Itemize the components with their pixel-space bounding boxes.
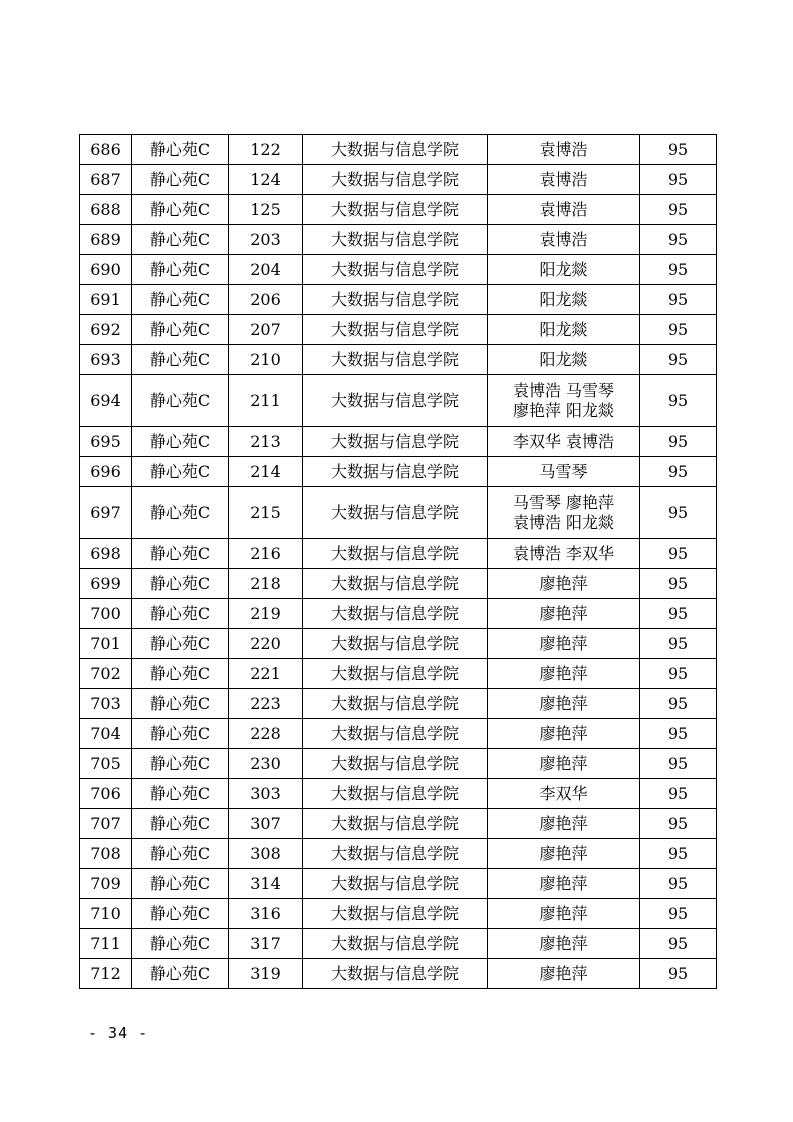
room-number-cell: 206 xyxy=(229,285,303,315)
row-number-cell: 710 xyxy=(80,899,132,929)
inspector-line: 廖艳萍 xyxy=(539,963,588,983)
room-number-cell: 124 xyxy=(229,165,303,195)
inspector-line: 廖艳萍 xyxy=(539,693,588,713)
college-cell: 大数据与信息学院 xyxy=(303,285,488,315)
score-cell: 95 xyxy=(640,315,717,345)
inspector-line: 阳龙燚 xyxy=(539,319,588,339)
room-number-cell: 204 xyxy=(229,255,303,285)
row-number-cell: 707 xyxy=(80,809,132,839)
row-number-cell: 688 xyxy=(80,195,132,225)
score-cell: 95 xyxy=(640,569,717,599)
inspector-cell xyxy=(488,255,640,285)
college-cell: 大数据与信息学院 xyxy=(303,165,488,195)
score-cell: 95 xyxy=(640,749,717,779)
college-cell: 大数据与信息学院 xyxy=(303,255,488,285)
room-number-cell: 319 xyxy=(229,959,303,989)
row-number-cell: 692 xyxy=(80,315,132,345)
building-cell: 静心苑C xyxy=(132,345,229,375)
room-number-cell: 218 xyxy=(229,569,303,599)
table-row xyxy=(80,255,717,285)
inspector-line: 廖艳萍 xyxy=(539,843,588,863)
inspector-cell xyxy=(488,539,640,569)
inspector-line: 廖艳萍 xyxy=(539,603,588,623)
inspector-line: 马雪琴 xyxy=(539,461,588,481)
room-number-cell: 307 xyxy=(229,809,303,839)
building-cell: 静心苑C xyxy=(132,225,229,255)
inspector-cell xyxy=(488,315,640,345)
score-cell: 95 xyxy=(640,719,717,749)
row-number-cell: 700 xyxy=(80,599,132,629)
room-number-cell: 211 xyxy=(229,375,303,427)
inspector-line: 袁博浩 xyxy=(539,169,588,189)
score-cell: 95 xyxy=(640,195,717,225)
row-number-cell: 687 xyxy=(80,165,132,195)
building-cell: 静心苑C xyxy=(132,899,229,929)
table-row xyxy=(80,285,717,315)
college-cell: 大数据与信息学院 xyxy=(303,457,488,487)
score-cell: 95 xyxy=(640,689,717,719)
table-row xyxy=(80,225,717,255)
building-cell: 静心苑C xyxy=(132,285,229,315)
table-row xyxy=(80,135,717,165)
college-cell: 大数据与信息学院 xyxy=(303,959,488,989)
room-number-cell: 213 xyxy=(229,427,303,457)
score-cell: 95 xyxy=(640,629,717,659)
row-number-cell: 690 xyxy=(80,255,132,285)
building-cell: 静心苑C xyxy=(132,929,229,959)
table-row xyxy=(80,839,717,869)
row-number-cell: 697 xyxy=(80,487,132,539)
score-cell: 95 xyxy=(640,457,717,487)
college-cell: 大数据与信息学院 xyxy=(303,749,488,779)
inspector-line: 李双华 xyxy=(539,783,588,803)
college-cell: 大数据与信息学院 xyxy=(303,225,488,255)
table-row xyxy=(80,195,717,225)
college-cell: 大数据与信息学院 xyxy=(303,345,488,375)
building-cell: 静心苑C xyxy=(132,659,229,689)
score-cell: 95 xyxy=(640,959,717,989)
table-row xyxy=(80,375,717,427)
table-body xyxy=(80,135,717,989)
row-number-cell: 702 xyxy=(80,659,132,689)
inspector-line: 袁博浩 马雪琴 xyxy=(512,380,615,400)
room-number-cell: 308 xyxy=(229,839,303,869)
row-number-cell: 709 xyxy=(80,869,132,899)
row-number-cell: 701 xyxy=(80,629,132,659)
score-cell: 95 xyxy=(640,165,717,195)
inspector-cell xyxy=(488,165,640,195)
inspector-cell xyxy=(488,629,640,659)
inspector-line: 廖艳萍 xyxy=(539,573,588,593)
row-number-cell: 712 xyxy=(80,959,132,989)
row-number-cell: 698 xyxy=(80,539,132,569)
building-cell: 静心苑C xyxy=(132,375,229,427)
room-number-cell: 214 xyxy=(229,457,303,487)
score-cell: 95 xyxy=(640,487,717,539)
building-cell: 静心苑C xyxy=(132,629,229,659)
building-cell: 静心苑C xyxy=(132,869,229,899)
room-number-cell: 207 xyxy=(229,315,303,345)
dormitory-score-table xyxy=(79,134,717,989)
building-cell: 静心苑C xyxy=(132,749,229,779)
building-cell: 静心苑C xyxy=(132,457,229,487)
inspector-cell xyxy=(488,569,640,599)
room-number-cell: 317 xyxy=(229,929,303,959)
score-cell: 95 xyxy=(640,839,717,869)
table-row xyxy=(80,659,717,689)
room-number-cell: 220 xyxy=(229,629,303,659)
score-cell: 95 xyxy=(640,345,717,375)
college-cell: 大数据与信息学院 xyxy=(303,689,488,719)
building-cell: 静心苑C xyxy=(132,315,229,345)
building-cell: 静心苑C xyxy=(132,599,229,629)
inspector-line: 袁博浩 xyxy=(539,199,588,219)
score-cell: 95 xyxy=(640,255,717,285)
room-number-cell: 219 xyxy=(229,599,303,629)
score-cell: 95 xyxy=(640,599,717,629)
building-cell: 静心苑C xyxy=(132,195,229,225)
inspector-cell xyxy=(488,809,640,839)
inspector-line: 阳龙燚 xyxy=(539,259,588,279)
inspector-line: 袁博浩 李双华 xyxy=(512,543,615,563)
inspector-line: 廖艳萍 xyxy=(539,633,588,653)
table-row xyxy=(80,315,717,345)
inspector-cell xyxy=(488,195,640,225)
inspector-line: 袁博浩 阳龙燚 xyxy=(512,512,615,532)
inspector-line: 廖艳萍 xyxy=(539,813,588,833)
inspector-line: 袁博浩 xyxy=(539,229,588,249)
college-cell: 大数据与信息学院 xyxy=(303,839,488,869)
room-number-cell: 125 xyxy=(229,195,303,225)
college-cell: 大数据与信息学院 xyxy=(303,135,488,165)
inspector-line: 廖艳萍 xyxy=(539,903,588,923)
college-cell: 大数据与信息学院 xyxy=(303,569,488,599)
page-number: - 34 - xyxy=(88,1024,149,1042)
row-number-cell: 689 xyxy=(80,225,132,255)
inspector-cell xyxy=(488,719,640,749)
inspector-cell xyxy=(488,599,640,629)
row-number-cell: 705 xyxy=(80,749,132,779)
inspector-line: 廖艳萍 阳龙燚 xyxy=(512,400,615,420)
score-cell: 95 xyxy=(640,375,717,427)
college-cell: 大数据与信息学院 xyxy=(303,899,488,929)
score-cell: 95 xyxy=(640,869,717,899)
table-row xyxy=(80,629,717,659)
college-cell: 大数据与信息学院 xyxy=(303,629,488,659)
room-number-cell: 215 xyxy=(229,487,303,539)
score-cell: 95 xyxy=(640,809,717,839)
inspector-line: 廖艳萍 xyxy=(539,723,588,743)
score-cell: 95 xyxy=(640,135,717,165)
college-cell: 大数据与信息学院 xyxy=(303,659,488,689)
row-number-cell: 708 xyxy=(80,839,132,869)
inspector-cell xyxy=(488,225,640,255)
score-cell: 95 xyxy=(640,659,717,689)
college-cell: 大数据与信息学院 xyxy=(303,375,488,427)
inspector-cell xyxy=(488,929,640,959)
building-cell: 静心苑C xyxy=(132,689,229,719)
row-number-cell: 699 xyxy=(80,569,132,599)
row-number-cell: 693 xyxy=(80,345,132,375)
inspector-cell xyxy=(488,839,640,869)
inspector-line: 廖艳萍 xyxy=(539,753,588,773)
college-cell: 大数据与信息学院 xyxy=(303,929,488,959)
score-cell: 95 xyxy=(640,779,717,809)
score-cell: 95 xyxy=(640,929,717,959)
room-number-cell: 210 xyxy=(229,345,303,375)
building-cell: 静心苑C xyxy=(132,809,229,839)
inspector-line: 马雪琴 廖艳萍 xyxy=(512,492,615,512)
row-number-cell: 695 xyxy=(80,427,132,457)
inspector-cell xyxy=(488,457,640,487)
building-cell: 静心苑C xyxy=(132,719,229,749)
table-row xyxy=(80,929,717,959)
inspector-cell xyxy=(488,135,640,165)
table-row xyxy=(80,427,717,457)
building-cell: 静心苑C xyxy=(132,779,229,809)
inspector-cell xyxy=(488,749,640,779)
inspector-cell xyxy=(488,779,640,809)
room-number-cell: 303 xyxy=(229,779,303,809)
inspector-cell xyxy=(488,959,640,989)
college-cell: 大数据与信息学院 xyxy=(303,719,488,749)
table-row xyxy=(80,345,717,375)
college-cell: 大数据与信息学院 xyxy=(303,539,488,569)
score-cell: 95 xyxy=(640,225,717,255)
row-number-cell: 704 xyxy=(80,719,132,749)
building-cell: 静心苑C xyxy=(132,165,229,195)
row-number-cell: 711 xyxy=(80,929,132,959)
table-row xyxy=(80,539,717,569)
room-number-cell: 228 xyxy=(229,719,303,749)
table-row xyxy=(80,457,717,487)
row-number-cell: 694 xyxy=(80,375,132,427)
score-cell: 95 xyxy=(640,427,717,457)
room-number-cell: 223 xyxy=(229,689,303,719)
score-cell: 95 xyxy=(640,285,717,315)
row-number-cell: 686 xyxy=(80,135,132,165)
inspector-cell xyxy=(488,375,640,427)
college-cell: 大数据与信息学院 xyxy=(303,599,488,629)
room-number-cell: 316 xyxy=(229,899,303,929)
table-row xyxy=(80,749,717,779)
inspector-cell xyxy=(488,689,640,719)
inspector-cell xyxy=(488,899,640,929)
inspector-cell xyxy=(488,869,640,899)
inspector-cell xyxy=(488,487,640,539)
inspector-line: 廖艳萍 xyxy=(539,873,588,893)
room-number-cell: 314 xyxy=(229,869,303,899)
row-number-cell: 706 xyxy=(80,779,132,809)
table-row xyxy=(80,689,717,719)
room-number-cell: 122 xyxy=(229,135,303,165)
inspector-line: 阳龙燚 xyxy=(539,289,588,309)
inspector-line: 阳龙燚 xyxy=(539,349,588,369)
college-cell: 大数据与信息学院 xyxy=(303,779,488,809)
inspector-cell xyxy=(488,285,640,315)
inspector-line: 李双华 袁博浩 xyxy=(512,431,615,451)
row-number-cell: 703 xyxy=(80,689,132,719)
table-row xyxy=(80,779,717,809)
table-row xyxy=(80,869,717,899)
building-cell: 静心苑C xyxy=(132,135,229,165)
room-number-cell: 216 xyxy=(229,539,303,569)
table-row xyxy=(80,899,717,929)
college-cell: 大数据与信息学院 xyxy=(303,427,488,457)
building-cell: 静心苑C xyxy=(132,839,229,869)
table-row xyxy=(80,959,717,989)
table-row xyxy=(80,719,717,749)
room-number-cell: 221 xyxy=(229,659,303,689)
table-row xyxy=(80,487,717,539)
row-number-cell: 691 xyxy=(80,285,132,315)
score-cell: 95 xyxy=(640,899,717,929)
building-cell: 静心苑C xyxy=(132,539,229,569)
college-cell: 大数据与信息学院 xyxy=(303,487,488,539)
college-cell: 大数据与信息学院 xyxy=(303,315,488,345)
table-row xyxy=(80,599,717,629)
college-cell: 大数据与信息学院 xyxy=(303,195,488,225)
building-cell: 静心苑C xyxy=(132,427,229,457)
score-cell: 95 xyxy=(640,539,717,569)
inspector-cell xyxy=(488,427,640,457)
inspector-line: 袁博浩 xyxy=(539,139,588,159)
table-row xyxy=(80,165,717,195)
room-number-cell: 230 xyxy=(229,749,303,779)
table-row xyxy=(80,569,717,599)
inspector-cell xyxy=(488,659,640,689)
inspector-line: 廖艳萍 xyxy=(539,933,588,953)
college-cell: 大数据与信息学院 xyxy=(303,809,488,839)
college-cell: 大数据与信息学院 xyxy=(303,869,488,899)
room-number-cell: 203 xyxy=(229,225,303,255)
inspector-line: 廖艳萍 xyxy=(539,663,588,683)
building-cell: 静心苑C xyxy=(132,255,229,285)
building-cell: 静心苑C xyxy=(132,487,229,539)
inspector-cell xyxy=(488,345,640,375)
building-cell: 静心苑C xyxy=(132,569,229,599)
row-number-cell: 696 xyxy=(80,457,132,487)
table-row xyxy=(80,809,717,839)
building-cell: 静心苑C xyxy=(132,959,229,989)
